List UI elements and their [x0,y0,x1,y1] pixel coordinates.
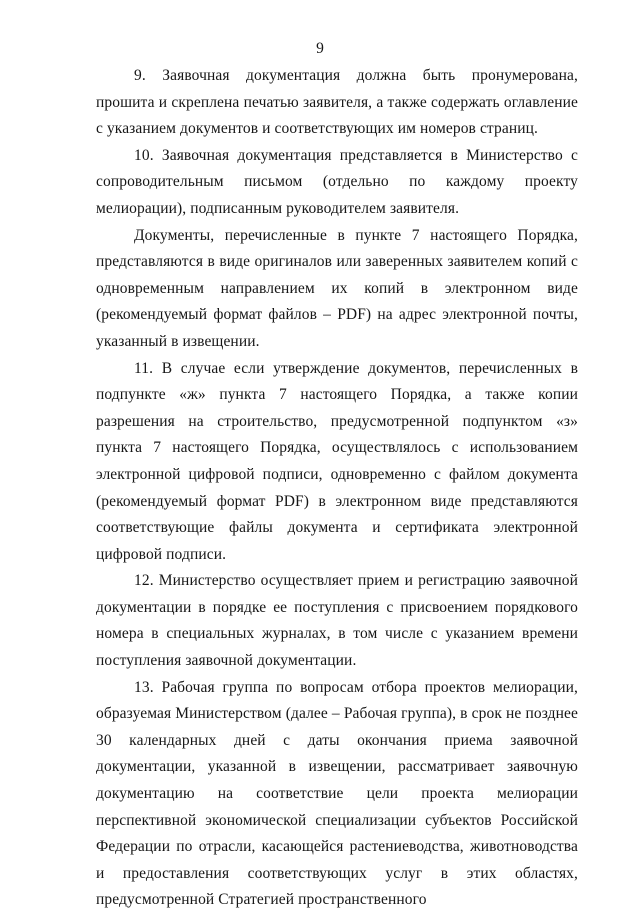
page-number: 9 [316,40,324,57]
paragraph-12: 12. Министерство осуществляет прием и регистрацию заявочной документации в порядке ее поступления с присвоением порядкового номера в специальных журналах, в том числе с указанием времени поступления заявочной документации. [96,572,578,670]
paragraph-11: 11. В случае если утверждение документов, перечисленных в подпункте «ж» пункта 7 настоящего Порядка, а также копии разрешения на строительство, предусмотренной подпунктом «з» пункта 7 настоящего Порядка, осуществлялось с использованием электронной цифровой подписи, одновременно с файлом документа (рекомендуемый формат PDF) в электронном виде представляются соответствующие файлы документа и сертификата электронной цифровой подписи. [96,359,578,563]
paragraph-13: 13. Рабочая группа по вопросам отбора проектов мелиорации, образуемая Министерством (далее – Рабочая группа), в срок не позднее 30 календарных дней с даты окончания приема заявочной документации, указанной в извещении, рассматривает заявочную документацию на соответствие цели проекта мелиорации перспективной экономической специализации субъектов Российской Федерации по отрасли, касающейся растениеводства, животноводства и предоставления соответствующих услуг в этих областях, предусмотренной Стратегией пространственного [96,678,578,909]
paragraph-10: 10. Заявочная документация представляется в Министерство с сопроводительным письмом (отдельно по каждому проекту мелиорации), подписанным руководителем заявителя. [96,146,578,217]
document-body [96,63,578,914]
paragraph-10-documents: Документы, перечисленные в пункте 7 настоящего Порядка, представляются в виде оригиналов или заверенных заявителем копий с одновременным направлением их копий в электронном виде (рекомендуемый формат файлов – PDF) на адрес электронной почты, указанный в извещении. [96,226,578,350]
paragraph-9: 9. Заявочная документация должна быть пронумерована, прошита и скреплена печатью заявителя, а также содержать оглавление с указанием документов и соответствующих им номеров страниц. [96,67,578,138]
